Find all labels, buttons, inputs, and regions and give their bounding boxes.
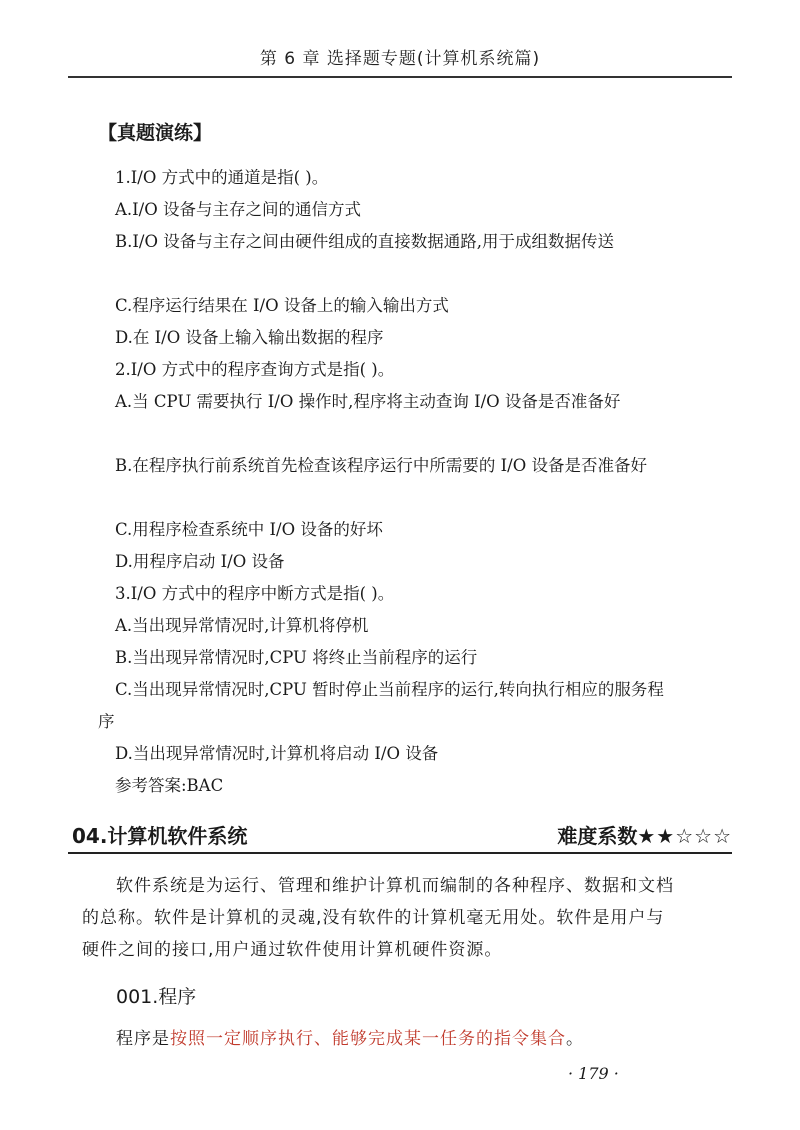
page-number: · 179 · bbox=[568, 1064, 619, 1083]
topic-rule bbox=[68, 852, 732, 854]
question-2-option-c: C.用程序检查系统中 I/O 设备的好坏 bbox=[115, 520, 383, 539]
question-1-option-a: A.I/O 设备与主存之间的通信方式 bbox=[115, 200, 362, 219]
question-2-stem: 2.I/O 方式中的程序查询方式是指( )。 bbox=[115, 360, 395, 379]
definition-suffix: 。 bbox=[566, 1029, 584, 1049]
question-3-option-b: B.当出现异常情况时,CPU 将终止当前程序的运行 bbox=[115, 648, 478, 667]
question-3-option-c: C.当出现异常情况时,CPU 暂时停止当前程序的运行,转向执行相应的服务程序 bbox=[98, 680, 664, 731]
difficulty-rating bbox=[557, 820, 732, 849]
definition-highlight: 按照一定顺序执行、能够完成某一任务的指令集合 bbox=[170, 1029, 566, 1049]
difficulty-label: 难度系数 bbox=[557, 824, 638, 848]
question-2-option-a: A.当 CPU 需要执行 I/O 操作时,程序将主动查询 I/O 设备是否准备好 bbox=[115, 392, 621, 411]
question-1-stem: 1.I/O 方式中的通道是指( )。 bbox=[115, 168, 329, 187]
difficulty-stars-icon: ★★☆☆☆ bbox=[637, 824, 732, 848]
definition-prefix: 程序是 bbox=[116, 1029, 170, 1049]
question-1-option-d: D.在 I/O 设备上输入输出数据的程序 bbox=[115, 328, 384, 347]
question-3-stem: 3.I/O 方式中的程序中断方式是指( )。 bbox=[115, 584, 395, 603]
header-rule bbox=[68, 76, 732, 78]
definition bbox=[116, 1024, 584, 1049]
section-heading: 【真题演练】 bbox=[98, 122, 213, 144]
question-3-option-d: D.当出现异常情况时,计算机将启动 I/O 设备 bbox=[115, 744, 439, 763]
topic-bar bbox=[68, 818, 732, 852]
question-1-option-b: B.I/O 设备与主存之间由硬件组成的直接数据通路,用于成组数据传送 bbox=[115, 232, 614, 251]
answer-key: 参考答案:BAC bbox=[115, 776, 224, 795]
subsection-heading: 001.程序 bbox=[116, 986, 197, 1008]
intro-paragraph: 软件系统是为运行、管理和维护计算机而编制的各种程序、数据和文档的总称。软件是计算机的灵魂,没有软件的计算机毫无用处。软件是用户与硬件之间的接口,用户通过软件使用计算机硬件资源。 bbox=[82, 876, 674, 960]
question-1-option-c: C.程序运行结果在 I/O 设备上的输入输出方式 bbox=[115, 296, 449, 315]
question-2-option-d: D.用程序启动 I/O 设备 bbox=[115, 552, 285, 571]
question-3-option-a: A.当出现异常情况时,计算机将停机 bbox=[115, 616, 369, 635]
question-2-option-b: B.在程序执行前系统首先检查该程序运行中所需要的 I/O 设备是否准备好 bbox=[115, 456, 647, 475]
running-header: 第 6 章 选择题专题(计算机系统篇) bbox=[259, 49, 541, 69]
topic-title: 04.计算机软件系统 bbox=[72, 824, 248, 848]
